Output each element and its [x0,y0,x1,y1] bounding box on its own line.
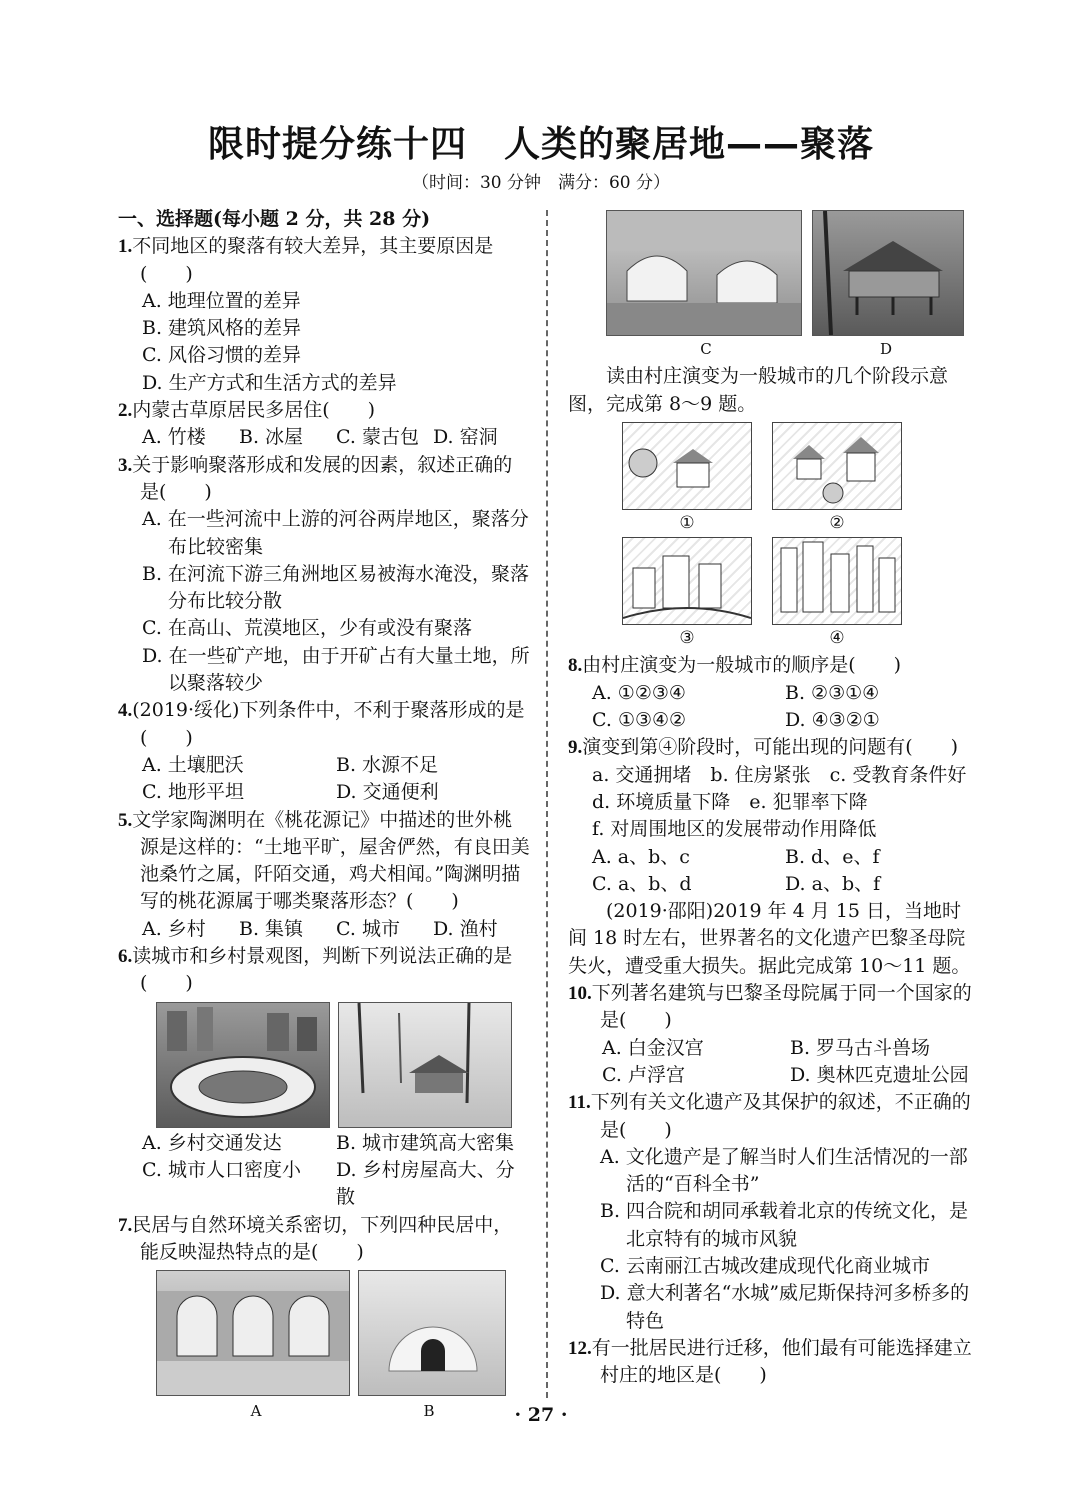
village-icon [623,423,751,509]
city-stadium-photo [156,1002,330,1128]
question-number: 3. [118,454,133,476]
stilt-house-photo [812,210,964,336]
option: D. 意大利著名“水城”威尼斯保持河多桥多的特色 [600,1282,970,1332]
option: D. 渔村 [433,917,498,940]
option: B. d、e、f [785,845,880,868]
question-number: 8. [568,655,583,677]
option: A. 乡村交通发达 [142,1131,282,1154]
question-1 [118,233,530,397]
question-text: 关于影响聚落形成和发展的因素，叙述正确的是( ) [132,453,513,503]
option: B. ②③①④ [785,681,880,704]
option: A. 竹楼 [142,426,206,449]
large-city-icon [773,538,901,624]
option: B. 在河流下游三角洲地区易被海水淹没，聚落分布比较分散 [142,562,530,613]
question-10 [568,980,978,1089]
question-11 [568,1089,978,1335]
question-text: 有一批居民进行迁移，他们最有可能选择建立村庄的地区是( ) [591,1336,972,1387]
question-4 [118,697,530,806]
question-text: (2019·绥化)下列条件中，不利于聚落形成的是( ) [132,699,525,749]
stadium-icon [157,1003,329,1127]
cave-dwelling-photo [156,1270,350,1396]
small-city-icon [623,538,751,624]
stage-2-sketch [772,422,902,510]
question-number: 7. [118,1214,133,1236]
option: C. 城市人口密度小 [142,1158,301,1181]
option: C. 在高山、荒漠地区，少有或没有聚落 [142,617,472,640]
option: B. 罗马古斗兽场 [790,1036,931,1059]
intro-text: (2019·邵阳)2019 年 4 月 15 日，当地时间 18 时左右，世界著名的文化遗产巴黎圣母院失火，遭受重大损失。据此完成第 10～11 题。 [568,900,971,977]
option: D. 乡村房屋高大、分散 [336,1158,515,1209]
option: C. 地形平坦 [142,781,244,804]
question-text: 读城市和乡村景观图，判断下列说法正确的是( ) [132,945,513,995]
option: A. 地理位置的差异 [142,289,301,312]
option: D. 生产方式和生活方式的差异 [142,371,397,394]
option: A. 白金汉宫 [602,1036,704,1059]
question-number: 1. [118,236,133,258]
option: C. 卢浮宫 [602,1063,685,1086]
question-8 [568,652,978,734]
question-text: 文学家陶渊明在《桃花源记》中描述的世外桃源是这样的：“土地平旷，屋舍俨然，有良田美池桑竹之属，阡陌交通，鸡犬相闻。”陶渊明描写的桃花源属于哪类聚落形态？( ) [132,808,530,913]
option: D. 窑洞 [433,426,498,449]
page-subtitle: （时间：30 分钟 满分：60 分） [411,173,671,193]
image-caption: D [879,340,893,358]
igloo-icon [359,1271,505,1395]
question-12 [568,1335,978,1390]
question-3 [118,452,530,698]
image-caption: A [250,1402,262,1421]
yurt-icon [607,211,801,335]
stage-1-sketch [622,422,752,510]
question-number: 6. [118,946,133,968]
village-snow-photo [338,1002,512,1128]
stage-diagram [622,422,922,653]
question-number: 2. [118,400,133,422]
option: A. 乡村 [142,917,206,940]
question-text: 不同地区的聚落有较大差异，其主要原因是( ) [132,235,494,285]
stage-label: ① [679,512,695,533]
intro-text: 读由村庄演变为一般城市的几个阶段示意图，完成第 8～9 题。 [568,365,949,415]
stage-3-sketch [622,537,752,625]
right-column [568,206,986,1390]
question-text: 内蒙古草原居民多居住( ) [132,399,376,422]
question-text: 下列有关文化遗产及其保护的叙述，不正确的是( ) [590,1091,971,1141]
left-column [118,206,530,1425]
page-title: 限时提分练十四 人类的聚居地——聚落 [207,124,874,165]
stage-label: ③ [679,628,695,649]
stilt-house-icon [813,211,963,335]
question-number: 9. [568,737,583,759]
yurt-photo [606,210,802,336]
option: C. 云南丽江古城改建成现代化商业城市 [600,1255,930,1278]
option: D. 在一些矿产地，由于开矿占有大量土地，所以聚落较少 [142,644,530,695]
stage-4-sketch [772,537,902,625]
option: B. 冰屋 [239,426,304,449]
image-caption: B [423,1402,435,1421]
question-number: 4. [118,700,133,722]
option: C. a、b、d [592,872,692,895]
town-icon [773,423,901,509]
option: D. 奥林匹克遗址公园 [790,1063,969,1086]
question-6 [118,943,530,1211]
option: D. ④③②① [785,709,880,732]
question-number: 5. [118,809,133,831]
option: C. 城市 [336,917,400,940]
image-caption: C [700,340,712,358]
question-5 [118,807,530,943]
option: A. 土壤肥沃 [142,753,244,776]
question-7 [118,1212,530,1426]
option: C. ①③④② [592,709,687,732]
question-number: 12. [568,1337,592,1359]
cave-dwelling-icon [157,1271,349,1395]
snow-village-icon [339,1003,511,1127]
option: A. a、b、c [592,845,690,868]
option: A. ①②③④ [592,681,686,704]
option: B. 建筑风格的差异 [142,317,302,340]
option: A. 文化遗产是了解当时人们生活情况的一部活的“百科全书” [600,1145,968,1196]
option: A. 在一些河流中上游的河谷两岸地区，聚落分布比较密集 [142,508,529,558]
option: B. 水源不足 [336,753,439,776]
page-number: · 27 · [514,1404,568,1426]
option: C. 风俗习惯的差异 [142,344,301,367]
question-number: 11. [568,1092,591,1114]
question-9 [568,734,986,898]
question-2 [118,397,530,452]
question-text: 由村庄演变为一般城市的顺序是( ) [582,654,902,677]
option: B. 集镇 [239,917,304,940]
stage-label: ② [829,512,845,533]
igloo-photo [358,1270,506,1396]
option: B. 城市建筑高大密集 [336,1131,515,1154]
question-text: 下列著名建筑与巴黎圣母院属于同一个国家的是( ) [591,982,972,1032]
option: D. 交通便利 [336,781,439,804]
stage-label: ④ [829,628,845,649]
item-list: f. 对周围地区的发展带动作用降低 [592,818,877,841]
question-text: 演变到第④阶段时，可能出现的问题有( ) [582,736,959,759]
question-number: 10. [568,983,592,1005]
option: C. 蒙古包 [336,426,419,449]
section-heading: 一、选择题(每小题 2 分，共 28 分) [118,208,431,230]
item-list: a. 交通拥堵 b. 住房紧张 c. 受教育条件好 d. 环境质量下降 e. 犯罪率下降 [592,763,986,813]
question-text: 民居与自然环境关系密切，下列四种民居中，能反映湿热特点的是( ) [132,1213,513,1263]
option: D. a、b、f [785,872,881,895]
option: B. 四合院和胡同承载着北京的传统文化，是北京特有的城市风貌 [600,1200,969,1250]
column-divider [546,210,548,1398]
